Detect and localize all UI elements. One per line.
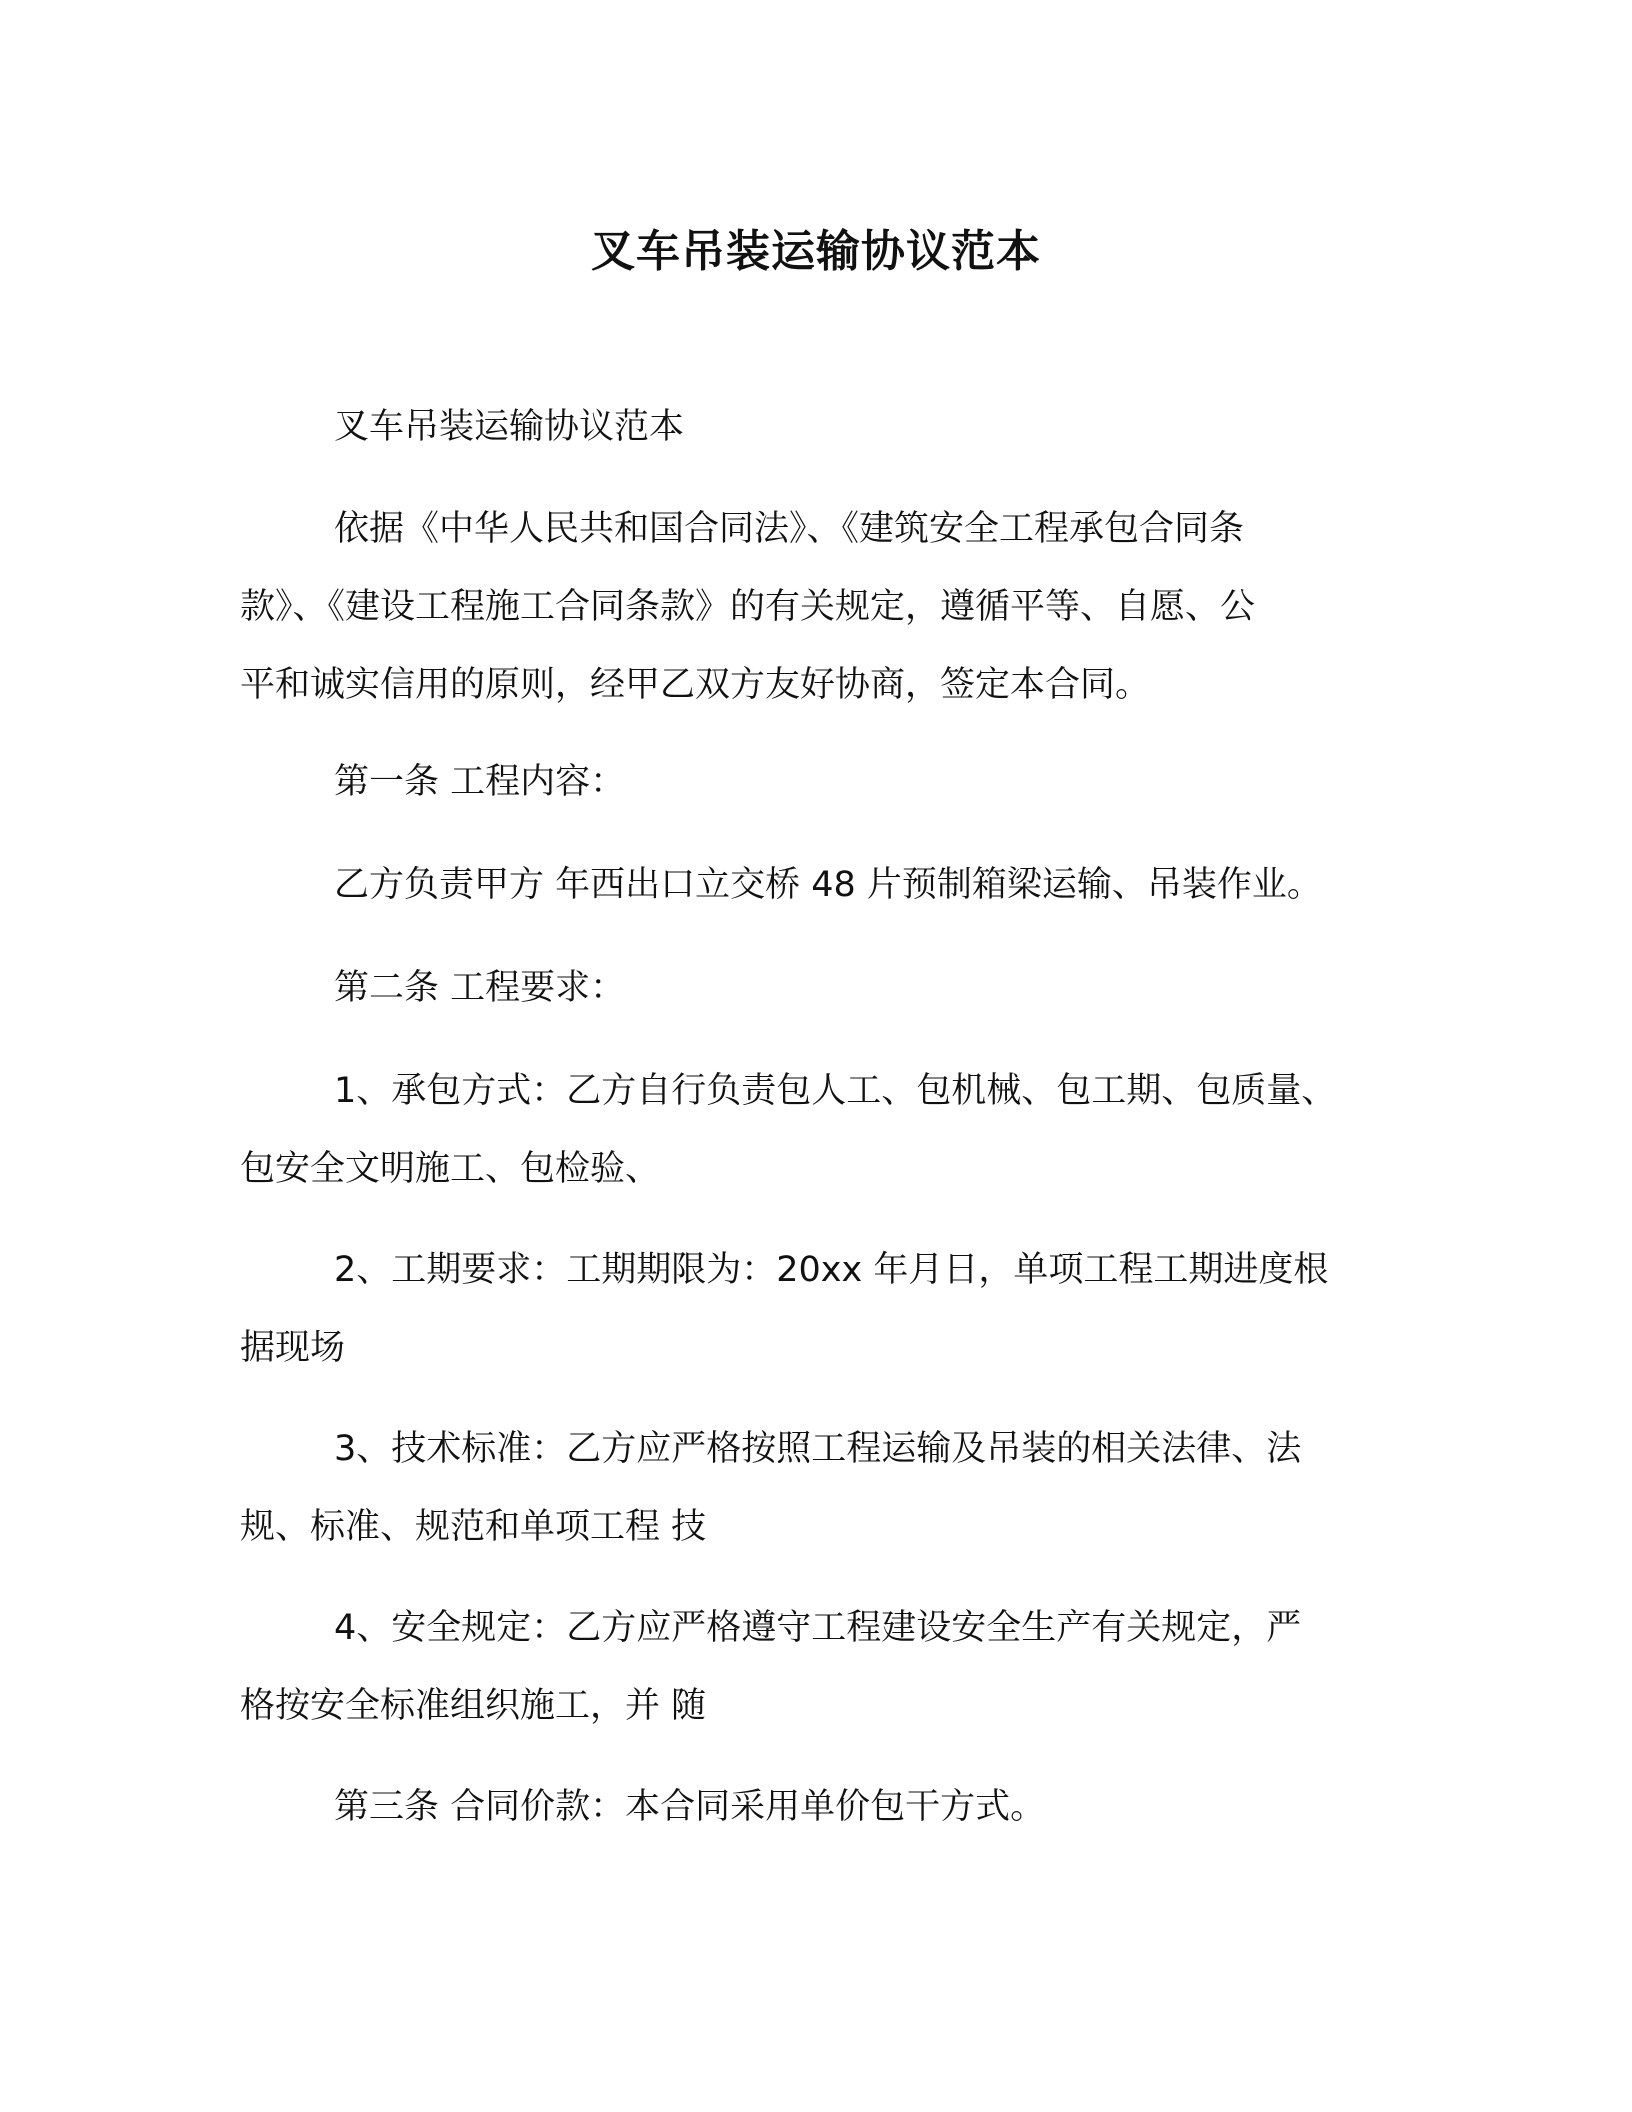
item-4-paragraph [240,1589,1390,1745]
article1-heading [240,743,1390,821]
intro-paragraph [240,490,1390,724]
item-1-line-1: 1、承包方式：乙方自行负责包人工、包机械、包工期、包质量、 [334,1071,1337,1111]
article3-line: 第三条 合同价款：本合同采用单价包干方式。 [334,1787,1046,1827]
article1-body [240,846,1390,924]
article1-body-line: 乙方负责甲方 年西出口立交桥 48 片预制箱梁运输、吊装作业。 [334,865,1322,905]
intro-line-3: 平和诚实信用的原则，经甲乙双方友好协商，签定本合同。 [240,665,1151,705]
item-2-line-1: 2、工期要求：工期期限为：20xx 年月日，单项工程工期进度根 [334,1250,1329,1290]
item-4-line-2: 格按安全标准组织施工，并 随 [240,1686,707,1726]
item-1-paragraph [240,1052,1390,1208]
item-1-line-2: 包安全文明施工、包检验、 [240,1149,661,1189]
document-title: 叉车吊装运输协议范本 [591,226,1041,277]
document-subtitle [240,388,1390,466]
item-3-line-2: 规、标准、规范和单项工程 技 [240,1507,707,1547]
item-2-line-2: 据现场 [240,1328,346,1368]
item-3-paragraph [240,1410,1390,1566]
article2-heading [240,949,1390,1027]
article2-heading-line: 第二条 工程要求： [334,968,626,1008]
article3-paragraph [240,1768,1390,1846]
item-3-line-1: 3、技术标准：乙方应严格按照工程运输及吊装的相关法律、法 [334,1429,1302,1469]
item-2-paragraph [240,1231,1390,1387]
intro-line-2: 款》、《建设工程施工合同条款》的有关规定，遵循平等、自愿、公 [240,587,1256,627]
subtitle-line: 叉车吊装运输协议范本 [334,407,685,447]
intro-line-1: 依据《中华人民共和国合同法》、《建筑安全工程承包合同条 [334,509,1245,549]
article1-heading-line: 第一条 工程内容： [334,762,626,802]
item-4-line-1: 4、安全规定：乙方应严格遵守工程建设安全生产有关规定，严 [334,1608,1302,1648]
